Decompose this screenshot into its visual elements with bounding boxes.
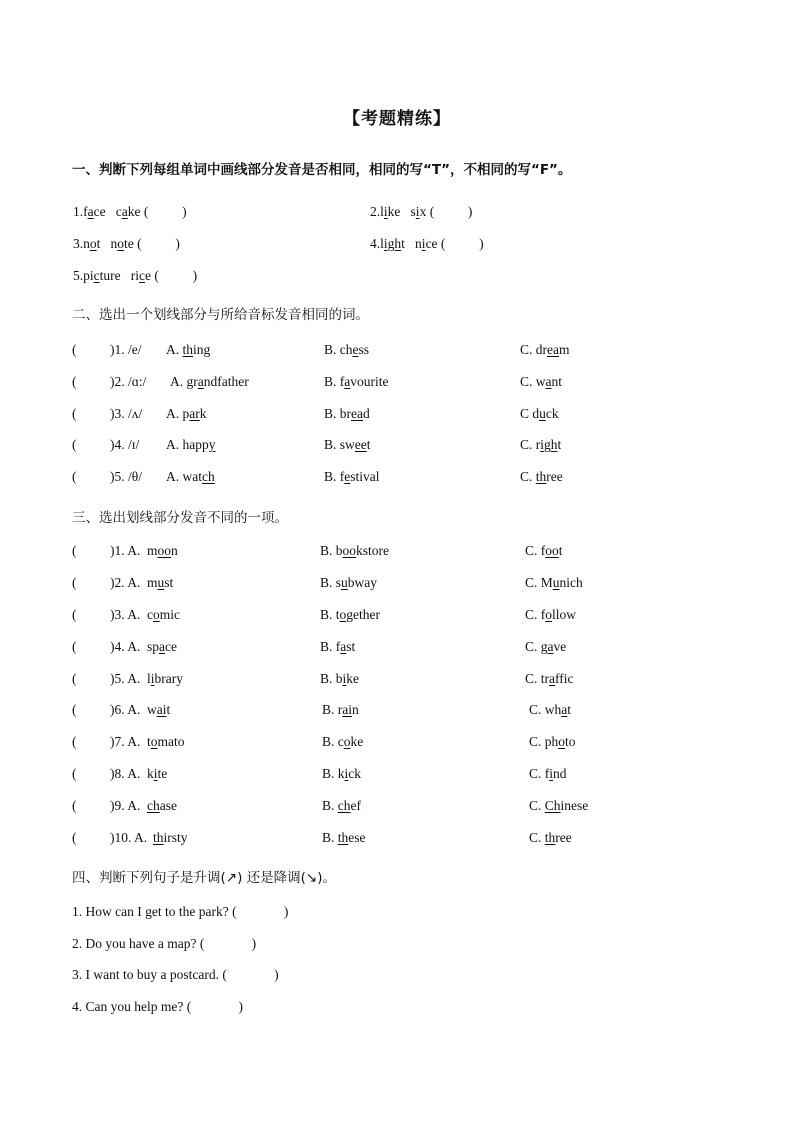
intonation-item: 2. Do you have a map? ( ) bbox=[72, 936, 257, 951]
option-a: moon bbox=[147, 543, 178, 558]
word-2: rice bbox=[130, 268, 152, 283]
option-b: B. chef bbox=[322, 798, 362, 813]
question-number: )2. A. bbox=[110, 575, 141, 590]
item-number: 3. bbox=[73, 236, 84, 251]
answer-paren-open[interactable]: ( bbox=[72, 830, 77, 845]
option-c: C duck bbox=[520, 406, 559, 421]
option-a: A. happy bbox=[166, 437, 216, 452]
question-number: )3. /ʌ/ bbox=[110, 406, 143, 421]
option-a: A. park bbox=[166, 406, 207, 421]
section-4-heading: 四、判断下列句子是升调(↗) 还是降调(↘)。 bbox=[72, 870, 336, 886]
option-b: B. sweet bbox=[324, 437, 371, 452]
option-b: B. subway bbox=[320, 575, 378, 590]
option-c: C. foot bbox=[525, 543, 563, 558]
option-b: B. bookstore bbox=[320, 543, 390, 558]
option-c: C. right bbox=[520, 437, 562, 452]
answer-paren-open[interactable]: ( bbox=[72, 406, 77, 421]
answer-blank[interactable]: ( ) bbox=[133, 236, 180, 251]
option-a: A. watch bbox=[166, 469, 215, 484]
option-a: A. thing bbox=[166, 342, 211, 357]
answer-paren-open[interactable]: ( bbox=[72, 671, 77, 686]
answer-paren-open[interactable]: ( bbox=[72, 575, 77, 590]
question-number: )8. A. bbox=[110, 766, 141, 781]
page-title: 【考题精练】 bbox=[343, 109, 451, 129]
option-c: C. find bbox=[529, 766, 567, 781]
question-number: )5. /θ/ bbox=[110, 469, 142, 484]
option-a: thirsty bbox=[153, 830, 188, 845]
question-number: )4. A. bbox=[110, 639, 141, 654]
answer-paren-open[interactable]: ( bbox=[72, 543, 77, 558]
option-c: C. three bbox=[529, 830, 572, 845]
section-2-heading: 二、选出一个划线部分与所给音标发音相同的词。 bbox=[72, 307, 369, 323]
option-a: must bbox=[147, 575, 174, 590]
option-a: space bbox=[147, 639, 177, 654]
option-b: B. favourite bbox=[324, 374, 389, 389]
answer-paren-open[interactable]: ( bbox=[72, 607, 77, 622]
judge-item bbox=[73, 204, 187, 220]
word-2: nice bbox=[415, 236, 438, 251]
option-b: B. these bbox=[322, 830, 366, 845]
answer-paren-open[interactable]: ( bbox=[72, 374, 77, 389]
option-c: C. what bbox=[529, 702, 572, 717]
intonation-item: 1. How can I get to the park? ( ) bbox=[72, 904, 289, 919]
option-b: B. coke bbox=[322, 734, 364, 749]
judge-item bbox=[73, 268, 197, 284]
answer-paren-open[interactable]: ( bbox=[72, 639, 77, 654]
option-c: C. traffic bbox=[525, 671, 574, 686]
word-2: note bbox=[110, 236, 134, 251]
option-c: C. Chinese bbox=[529, 798, 589, 813]
answer-blank[interactable]: ( ) bbox=[140, 204, 187, 219]
option-b: B. kick bbox=[322, 766, 362, 781]
judge-item bbox=[370, 204, 472, 220]
question-number: )4. /ɪ/ bbox=[110, 437, 140, 452]
word-1: light bbox=[380, 236, 405, 251]
item-number: 1. bbox=[73, 204, 84, 219]
option-a: tomato bbox=[147, 734, 185, 749]
answer-paren-open[interactable]: ( bbox=[72, 702, 77, 717]
option-c: C. follow bbox=[525, 607, 577, 622]
answer-paren-open[interactable]: ( bbox=[72, 798, 77, 813]
option-b: B. chess bbox=[324, 342, 370, 357]
word-1: face bbox=[83, 204, 106, 219]
section-1-heading: 一、判断下列每组单词中画线部分发音是否相同，相同的写“T”，不相同的写“F”。 bbox=[72, 162, 572, 178]
option-a: comic bbox=[147, 607, 180, 622]
option-a: kite bbox=[147, 766, 168, 781]
word-1: picture bbox=[83, 268, 121, 283]
answer-blank[interactable]: ( ) bbox=[151, 268, 198, 283]
question-number: )1. A. bbox=[110, 543, 141, 558]
option-b: B. fast bbox=[320, 639, 356, 654]
option-c: C. gave bbox=[525, 639, 567, 654]
question-number: )5. A. bbox=[110, 671, 141, 686]
option-c: C. dream bbox=[520, 342, 570, 357]
judge-item bbox=[73, 236, 180, 252]
item-number: 4. bbox=[370, 236, 381, 251]
question-number: )7. A. bbox=[110, 734, 141, 749]
word-1: like bbox=[380, 204, 401, 219]
intonation-item: 4. Can you help me? ( ) bbox=[72, 999, 243, 1014]
question-number: )3. A. bbox=[110, 607, 141, 622]
answer-paren-open[interactable]: ( bbox=[72, 342, 77, 357]
question-number: )10. A. bbox=[110, 830, 148, 845]
answer-paren-open[interactable]: ( bbox=[72, 469, 77, 484]
answer-blank[interactable]: ( ) bbox=[426, 204, 473, 219]
question-number: )2. /ɑ:/ bbox=[110, 374, 147, 389]
option-a: A. grandfather bbox=[170, 374, 249, 389]
answer-paren-open[interactable]: ( bbox=[72, 766, 77, 781]
option-c: C. Munich bbox=[525, 575, 583, 590]
option-c: C. three bbox=[520, 469, 563, 484]
option-b: B. bread bbox=[324, 406, 370, 421]
judge-item bbox=[370, 236, 484, 252]
option-a: chase bbox=[147, 798, 177, 813]
item-number: 2. bbox=[370, 204, 381, 219]
word-2: cake bbox=[115, 204, 141, 219]
option-a: wait bbox=[147, 702, 171, 717]
option-c: C. want bbox=[520, 374, 563, 389]
option-b: B. bike bbox=[320, 671, 360, 686]
option-b: B. festival bbox=[324, 469, 380, 484]
item-number: 5. bbox=[73, 268, 84, 283]
word-1: not bbox=[83, 236, 101, 251]
option-b: B. rain bbox=[322, 702, 359, 717]
answer-paren-open[interactable]: ( bbox=[72, 734, 77, 749]
word-2: six bbox=[410, 204, 427, 219]
option-c: C. photo bbox=[529, 734, 576, 749]
section-3-heading: 三、选出划线部分发音不同的一项。 bbox=[72, 510, 288, 526]
answer-paren-open[interactable]: ( bbox=[72, 437, 77, 452]
answer-blank[interactable]: ( ) bbox=[437, 236, 484, 251]
option-a: library bbox=[147, 671, 184, 686]
intonation-item: 3. I want to buy a postcard. ( ) bbox=[72, 967, 279, 982]
question-number: )6. A. bbox=[110, 702, 141, 717]
question-number: )1. /e/ bbox=[110, 342, 142, 357]
question-number: )9. A. bbox=[110, 798, 141, 813]
option-b: B. together bbox=[320, 607, 380, 622]
